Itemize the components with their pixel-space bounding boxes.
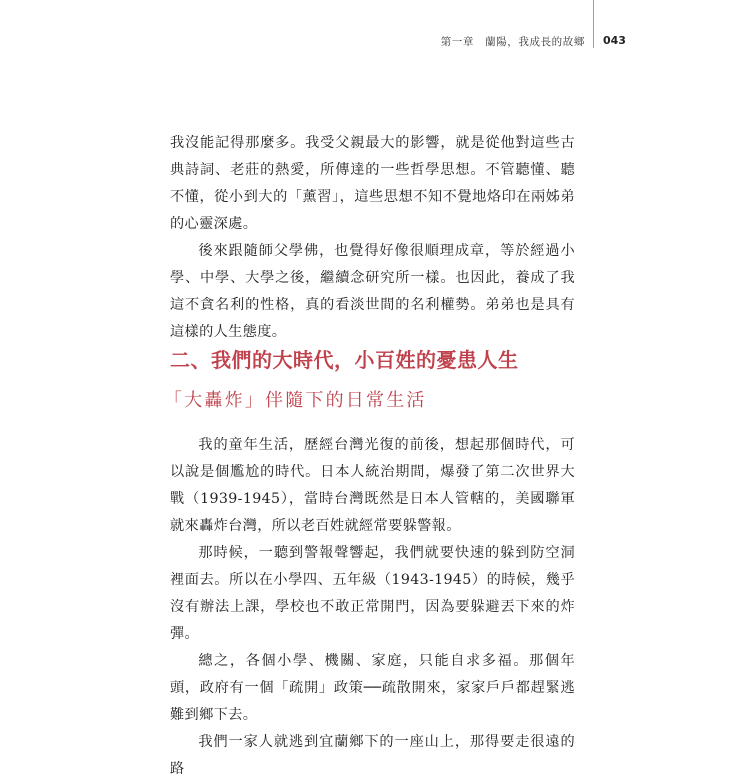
text-block-1 <box>170 130 575 346</box>
section-heading: 二、我們的大時代，小百姓的憂患人生 <box>170 348 519 372</box>
page-number: 043 <box>603 34 626 47</box>
paragraph: 總之，各個小學、機關、家庭，只能自求多福。那個年頭，政府有一個「疏開」政策──疏散開來，家家戶戶都趕緊逃難到鄉下去。 <box>170 653 575 723</box>
subsection-heading: 「大轟炸」伴隨下的日常生活 <box>164 390 427 411</box>
text-block-2 <box>170 432 575 783</box>
paragraph: 那時候，一聽到警報聲響起，我們就要快速的躲到防空洞裡面去。所以在小學四、五年級（1943-1945）的時候，幾乎沒有辦法上課，學校也不敢正常開門，因為要躲避丟下來的炸彈。 <box>170 545 575 642</box>
running-head: 第一章 蘭陽，我成長的故鄉 <box>440 36 585 48</box>
header-divider <box>593 0 594 48</box>
paragraph: 後來跟隨師父學佛，也覺得好像很順理成章，等於經過小學、中學、大學之後，繼續念研究所一樣。也因此，養成了我這不貪名利的性格，真的看淡世間的名利權勢。弟弟也是具有這樣的人生態度。 <box>170 243 575 340</box>
paragraph: 我的童年生活，歷經台灣光復的前後，想起那個時代，可以說是個尷尬的時代。日本人統治期間，爆發了第二次世界大戰（1939-1945），當時台灣既然是日本人管轄的，美國聯軍就來轟炸台灣，所以老百姓就經常要躲警報。 <box>170 437 575 534</box>
paragraph: 我沒能記得那麼多。我受父親最大的影響，就是從他對這些古典詩詞、老莊的熱愛，所傳達的一些哲學思想。不管聽懂、聽不懂，從小到大的「薰習」，這些思想不知不覺地烙印在兩姊弟的心靈深處。 <box>170 135 575 232</box>
paragraph: 我們一家人就逃到宜蘭鄉下的一座山上，那得要走很遠的路 <box>170 734 575 777</box>
